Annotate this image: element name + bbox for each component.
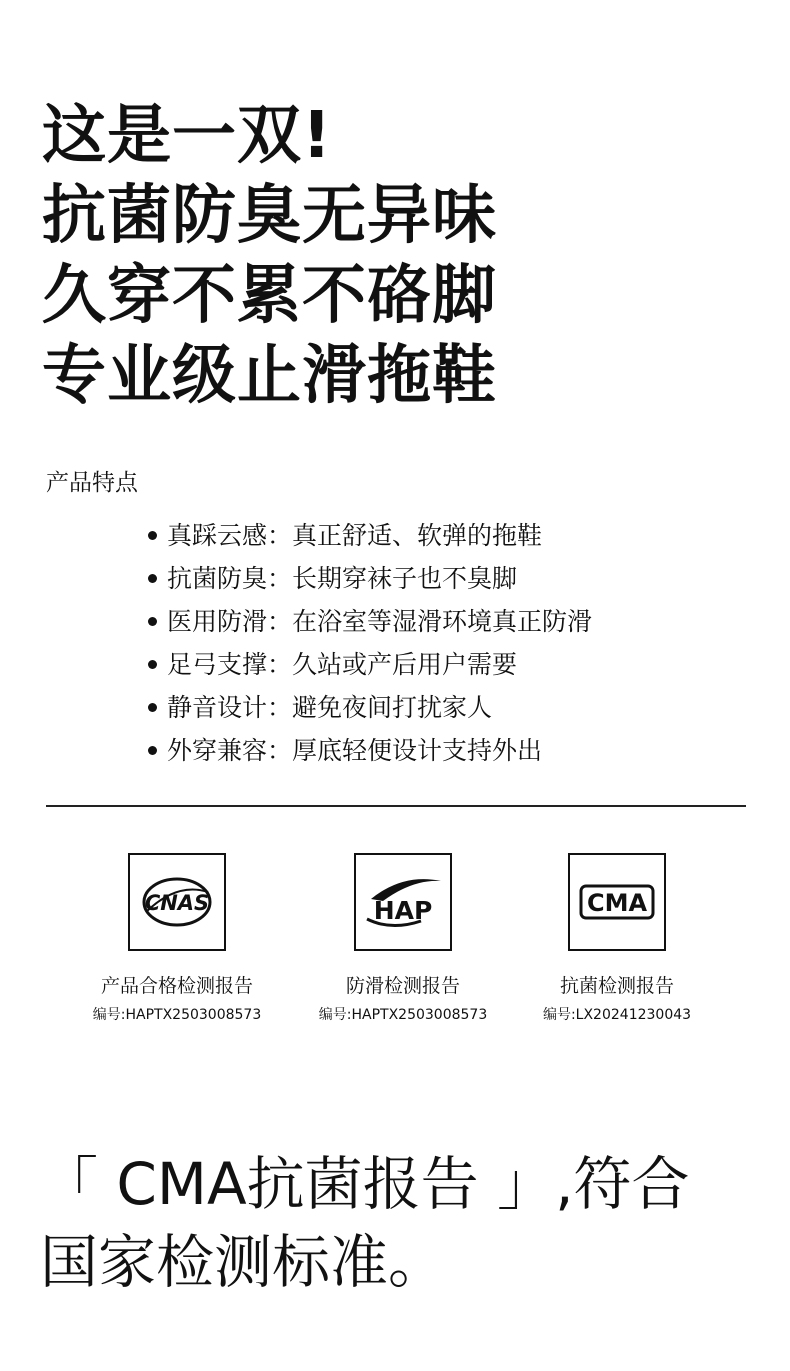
feature-item (148, 686, 592, 729)
headline (42, 96, 762, 416)
feature-item (148, 557, 592, 600)
feature-item (148, 729, 592, 772)
feature-text: 外穿兼容：厚底轻便设计支持外出 (167, 736, 543, 765)
feature-text: 医用防滑：在浴室等湿滑环境真正防滑 (167, 607, 593, 636)
cert-code: 编号:HAPTX2503008573 (92, 1007, 262, 1023)
hap-logo-text: HAP (373, 896, 433, 925)
bullet-icon (148, 574, 157, 583)
cma-logo-text: CMA (586, 889, 648, 917)
feature-item (148, 514, 592, 557)
cert-cnas (57, 853, 297, 1025)
cma-logo-icon (568, 853, 666, 951)
feature-text: 足弓支撑：久站或产后用户需要 (167, 650, 518, 679)
bottom-line-2: 国家检测标准。 (40, 1228, 447, 1296)
cert-cma (497, 853, 737, 1025)
cert-code: 编号:HAPTX2503008573 (318, 1007, 488, 1023)
cert-name: 产品合格检测报告 (100, 975, 253, 997)
bullet-icon (148, 746, 157, 755)
cert-code: 编号:LX20241230043 (542, 1007, 692, 1023)
cert-hap (283, 853, 523, 1025)
features-title: 产品特点 (46, 470, 138, 496)
bullet-icon (148, 531, 157, 540)
bottom-statement (40, 1145, 780, 1301)
cnas-logo-icon (128, 853, 226, 951)
headline-line-3: 久穿不累不硌脚 (42, 259, 497, 333)
feature-text: 抗菌防臭：长期穿袜子也不臭脚 (167, 564, 518, 593)
feature-text: 静音设计：避免夜间打扰家人 (167, 693, 493, 722)
feature-text: 真踩云感：真正舒适、软弹的拖鞋 (167, 521, 543, 550)
bullet-icon (148, 703, 157, 712)
feature-item (148, 643, 592, 686)
headline-line-4: 专业级止滑拖鞋 (42, 339, 497, 413)
features-list (148, 514, 592, 772)
headline-line-2: 抗菌防臭无异味 (42, 179, 497, 253)
bullet-icon (148, 617, 157, 626)
headline-line-1: 这是一双! (42, 99, 333, 173)
cnas-logo-text: CNAS (144, 891, 210, 915)
cert-name: 抗菌检测报告 (559, 975, 674, 997)
bullet-icon (148, 660, 157, 669)
bottom-line-1: 「 CMA抗菌报告 」,符合 (40, 1150, 690, 1218)
cert-name: 防滑检测报告 (345, 975, 460, 997)
hap-logo-icon (354, 853, 452, 951)
divider (46, 805, 746, 807)
feature-item (148, 600, 592, 643)
